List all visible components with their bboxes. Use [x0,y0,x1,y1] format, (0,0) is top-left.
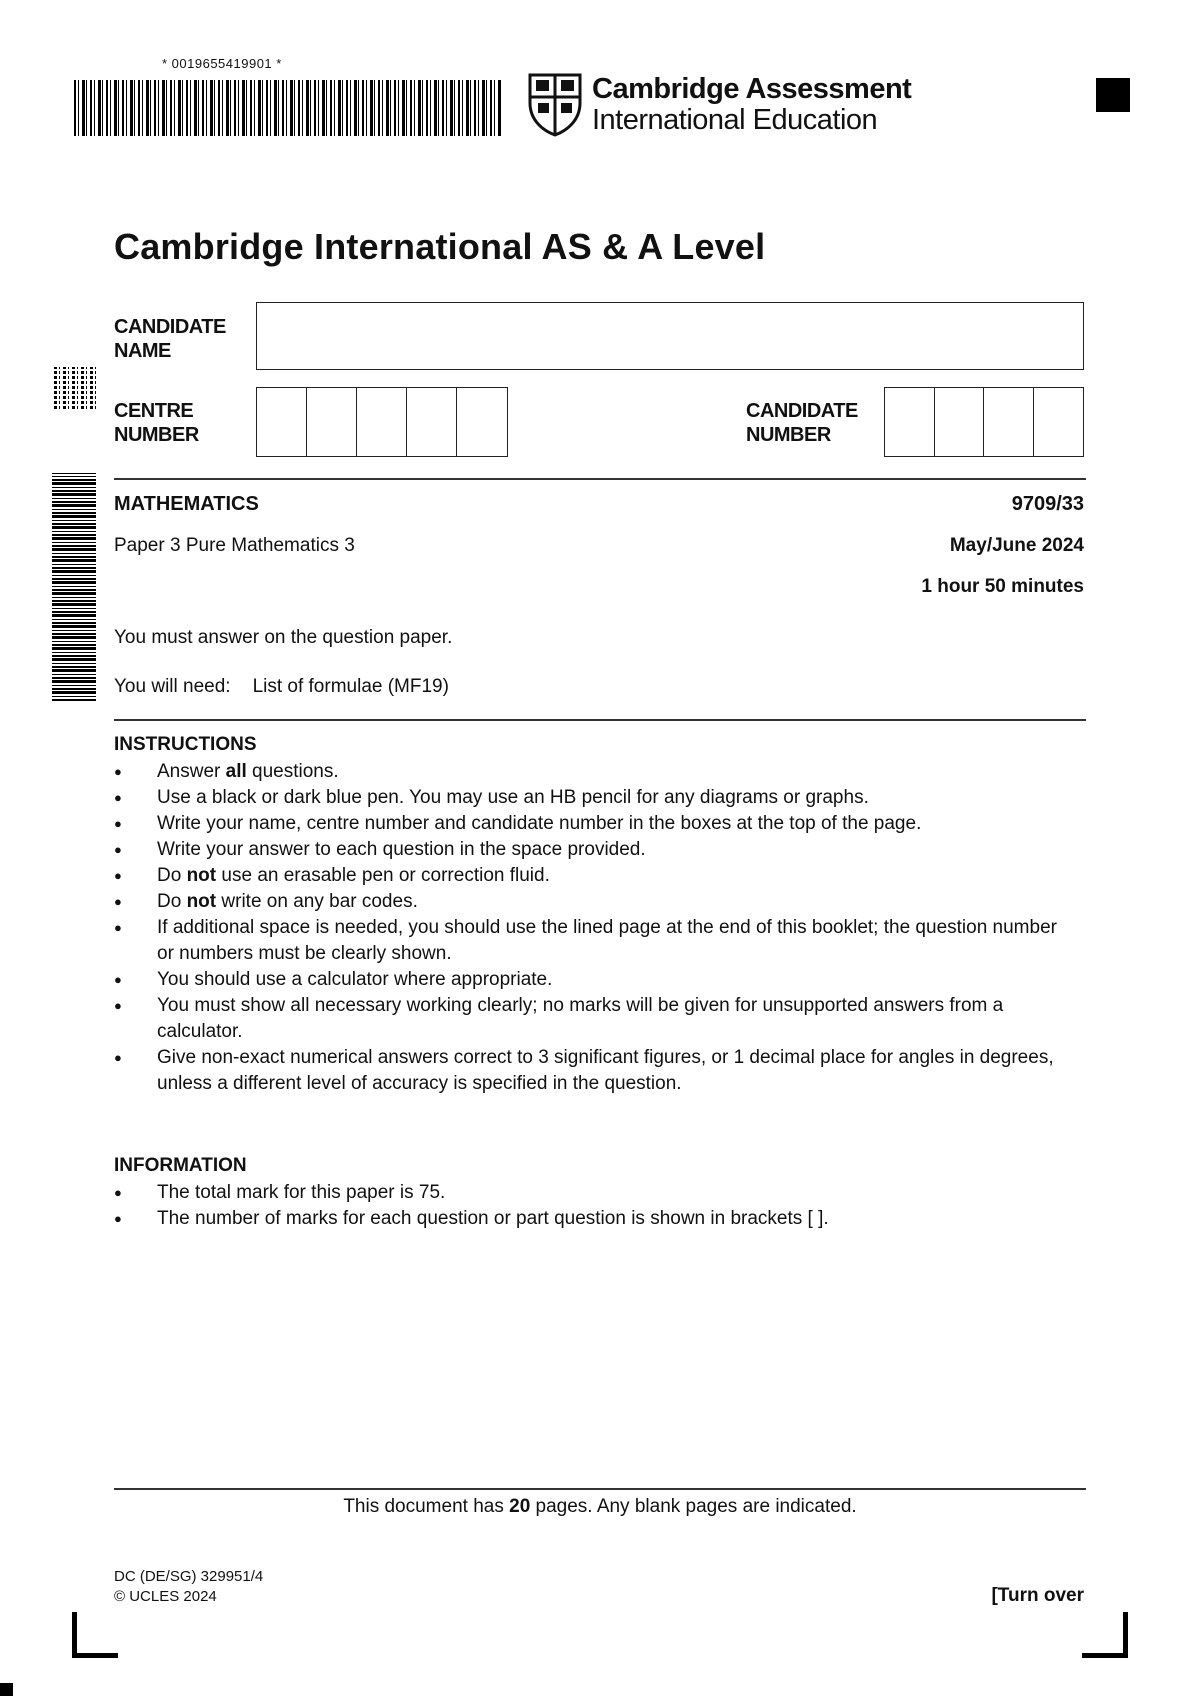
centre-number-cell[interactable] [307,388,357,456]
side-barcode [52,473,96,701]
candidate-number-cell[interactable] [885,388,935,456]
centre-number-cell[interactable] [457,388,507,456]
instructions-heading: INSTRUCTIONS [114,734,257,755]
divider [114,478,1086,480]
document-code: DC (DE/SG) 329951/4 © UCLES 2024 [114,1568,264,1605]
list-item: ● Give non-exact numerical answers correct to 3 significant figures, or 1 decimal place for angles in degrees, unless a different level of accuracy is specified in the question. [114,1045,1074,1097]
list-item: ● You must show all necessary working clearly; no marks will be given for unsupported answers from a calculator. [114,993,1074,1045]
list-item: ● Write your answer to each question in the space provided. [114,837,1074,863]
paper-title: Paper 3 Pure Mathematics 3 [114,535,355,556]
candidate-number-label: CANDIDATE NUMBER [746,400,858,446]
shield-crest-icon [528,73,582,137]
centre-number-cell[interactable] [407,388,457,456]
candidate-number-cell[interactable] [1034,388,1084,456]
centre-number-label: CENTRE NUMBER [114,400,199,446]
divider [114,719,1086,721]
registration-mark [1096,78,1130,112]
answer-note: You must answer on the question paper. [114,627,453,648]
candidate-number-boxes[interactable] [884,387,1084,457]
turn-over: [Turn over [991,1585,1084,1606]
list-item: ● You should use a calculator where appropriate. [114,967,1074,993]
list-item: ● Use a black or dark blue pen. You may use an HB pencil for any diagrams or graphs. [114,785,1074,811]
centre-number-cell[interactable] [357,388,407,456]
information-list [114,1180,1074,1232]
list-item: ● Write your name, centre number and candidate number in the boxes at the top of the page. [114,811,1074,837]
materials-needed [114,676,449,698]
information-heading: INFORMATION [114,1155,247,1176]
crop-mark-right [1082,1612,1128,1658]
list-item: ● Do not write on any bar codes. [114,889,1074,915]
logo-line-2: International Education [592,104,878,136]
list-item: ● If additional space is needed, you should use the lined page at the end of this booklet; the question number or numbers must be clearly shown. [114,915,1074,967]
cambridge-logo [528,72,911,138]
page-count-note: This document has 20 pages. Any blank pages are indicated. [343,1496,857,1517]
candidate-number-cell[interactable] [984,388,1034,456]
barcode-number: * 0019655419901 * [162,56,282,71]
candidate-name-box[interactable] [256,302,1084,370]
exam-session: May/June 2024 [949,535,1084,556]
exam-duration: 1 hour 50 minutes [921,576,1084,597]
instructions-list [114,759,1074,1097]
centre-number-cell[interactable] [257,388,307,456]
logo-line-1: Cambridge Assessment [592,73,912,105]
divider [114,1488,1086,1490]
list-item: ● The total mark for this paper is 75. [114,1180,1074,1206]
list-item: ● Do not use an erasable pen or correction fluid. [114,863,1074,889]
syllabus-code: 9709/33 [1011,493,1084,515]
materials-label: You will need: [114,676,231,697]
qualification-title: Cambridge International AS & A Level [114,226,766,267]
top-barcode [74,80,502,136]
centre-number-boxes[interactable] [256,387,508,457]
crop-mark-left [72,1612,118,1658]
qr-code [54,367,96,409]
candidate-name-label: CANDIDATE NAME [114,316,226,362]
registration-mark-small [0,1683,13,1696]
subject-title: MATHEMATICS [114,493,259,515]
list-item: ● Answer all questions. [114,759,1074,785]
materials-item: List of formulae (MF19) [252,676,449,697]
candidate-number-cell[interactable] [935,388,985,456]
list-item: ● The number of marks for each question or part question is shown in brackets [ ]. [114,1206,1074,1232]
